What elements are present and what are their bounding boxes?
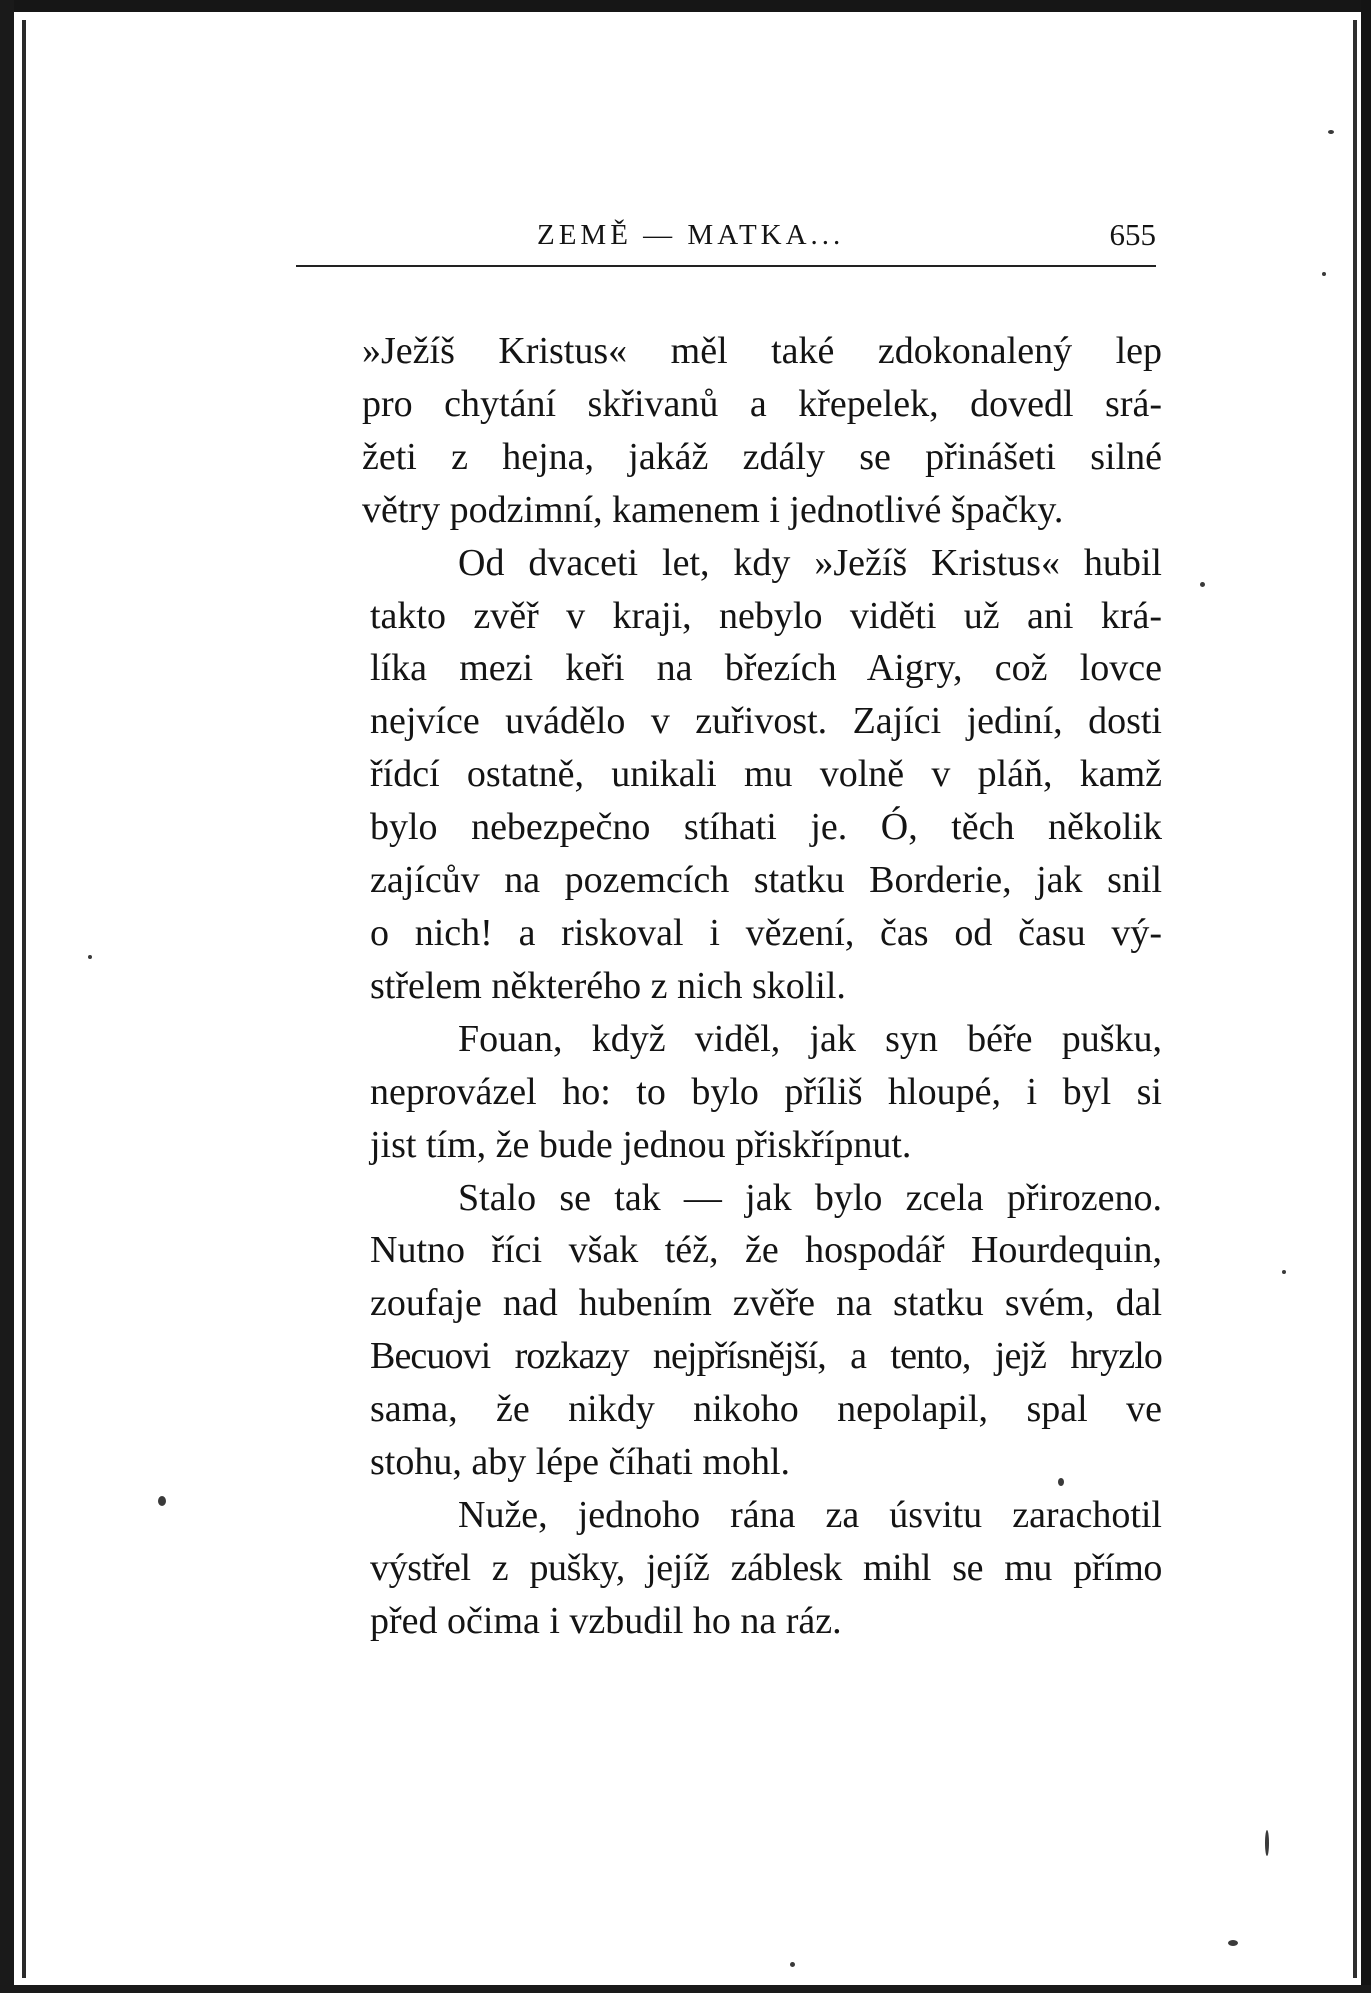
paragraph [282, 325, 1162, 537]
scan-speck [1328, 130, 1334, 134]
header-rule [296, 265, 1156, 267]
text-line: Od dvaceti let, kdy »Ježíš Kristus« hubil [458, 541, 1162, 584]
scan-border-left [0, 0, 14, 1993]
scan-border-bottom [0, 1985, 1371, 1993]
paragraph [282, 537, 1162, 1013]
running-head [292, 215, 1156, 259]
text-line: žeti z hejna, jakáž zdály se přinášeti silné [362, 435, 1162, 478]
scan-speck [1322, 272, 1326, 276]
text-line: Becuovi rozkazy nejpřísnější, a tento, jejž hryzlo [370, 1335, 1162, 1378]
scan-speck [1265, 1830, 1269, 1856]
text-line: před očima i vzbudil ho na ráz. [370, 1599, 842, 1642]
text-line: zoufaje nad hubením zvěře na statku svém, dal [370, 1282, 1162, 1325]
text-line: neprovázel ho: to bylo příliš hloupé, i byl si [370, 1070, 1162, 1113]
text-line: Nutno říci však též, že hospodář Hourdequin, [370, 1229, 1162, 1272]
scan-border-left-inner [22, 20, 26, 1978]
text-line: sama, že nikdy nikoho nepolapil, spal ve [370, 1388, 1162, 1431]
text-line: jist tím, že bude jednou přiskřípnut. [370, 1123, 912, 1166]
page-number: 655 [1109, 217, 1156, 252]
paragraph [282, 1489, 1162, 1648]
scan-border-right-inner [1353, 20, 1357, 1978]
text-line: střelem některého z nich skolil. [370, 964, 846, 1007]
text-line: o nich! a riskoval i vězení, čas od času vý- [370, 911, 1162, 954]
text-line: řídcí ostatně, unikali mu volně v pláň, kamž [370, 753, 1162, 796]
running-title: ZEMĚ — MATKA... [537, 219, 845, 251]
text-line: »Ježíš Kristus« měl také zdokonalený lep [362, 330, 1162, 372]
scan-speck [158, 1496, 166, 1506]
body-text [282, 325, 1162, 1648]
text-line: takto zvěř v kraji, nebylo viděti už ani krá- [370, 594, 1162, 637]
scan-border-right [1361, 0, 1371, 1993]
paragraph [282, 1172, 1162, 1489]
scan-speck [88, 955, 92, 959]
scan-speck [790, 1962, 795, 1967]
text-line: líka mezi keři na březích Aigry, což lovce [370, 647, 1162, 690]
scan-speck [1200, 582, 1205, 587]
scan-speck [1058, 1478, 1064, 1486]
text-line: Fouan, když viděl, jak syn béře pušku, [458, 1017, 1162, 1060]
text-line: zajícův na pozemcích statku Borderie, jak snil [370, 859, 1162, 902]
scan-speck [1228, 1940, 1238, 1946]
text-line: výstřel z pušky, jejíž záblesk mihl se mu přímo [370, 1546, 1162, 1589]
paragraph [282, 1013, 1162, 1172]
text-line: Nuže, jednoho rána za úsvitu zarachotil [458, 1493, 1162, 1536]
text-line: nejvíce uvádělo v zuřivost. Zajíci jediní, dosti [370, 700, 1162, 743]
text-line: stohu, aby lépe číhati mohl. [370, 1441, 791, 1484]
scan-speck [1282, 1270, 1286, 1274]
scan-border-top [0, 0, 1371, 12]
text-line: bylo nebezpečno stíhati je. Ó, těch několik [370, 806, 1162, 849]
text-line: Stalo se tak — jak bylo zcela přirozeno. [458, 1176, 1162, 1219]
text-line: pro chytání skřivanů a křepelek, dovedl srá- [362, 382, 1162, 425]
text-line: větry podzimní, kamenem i jednotlivé špačky. [362, 488, 1064, 531]
